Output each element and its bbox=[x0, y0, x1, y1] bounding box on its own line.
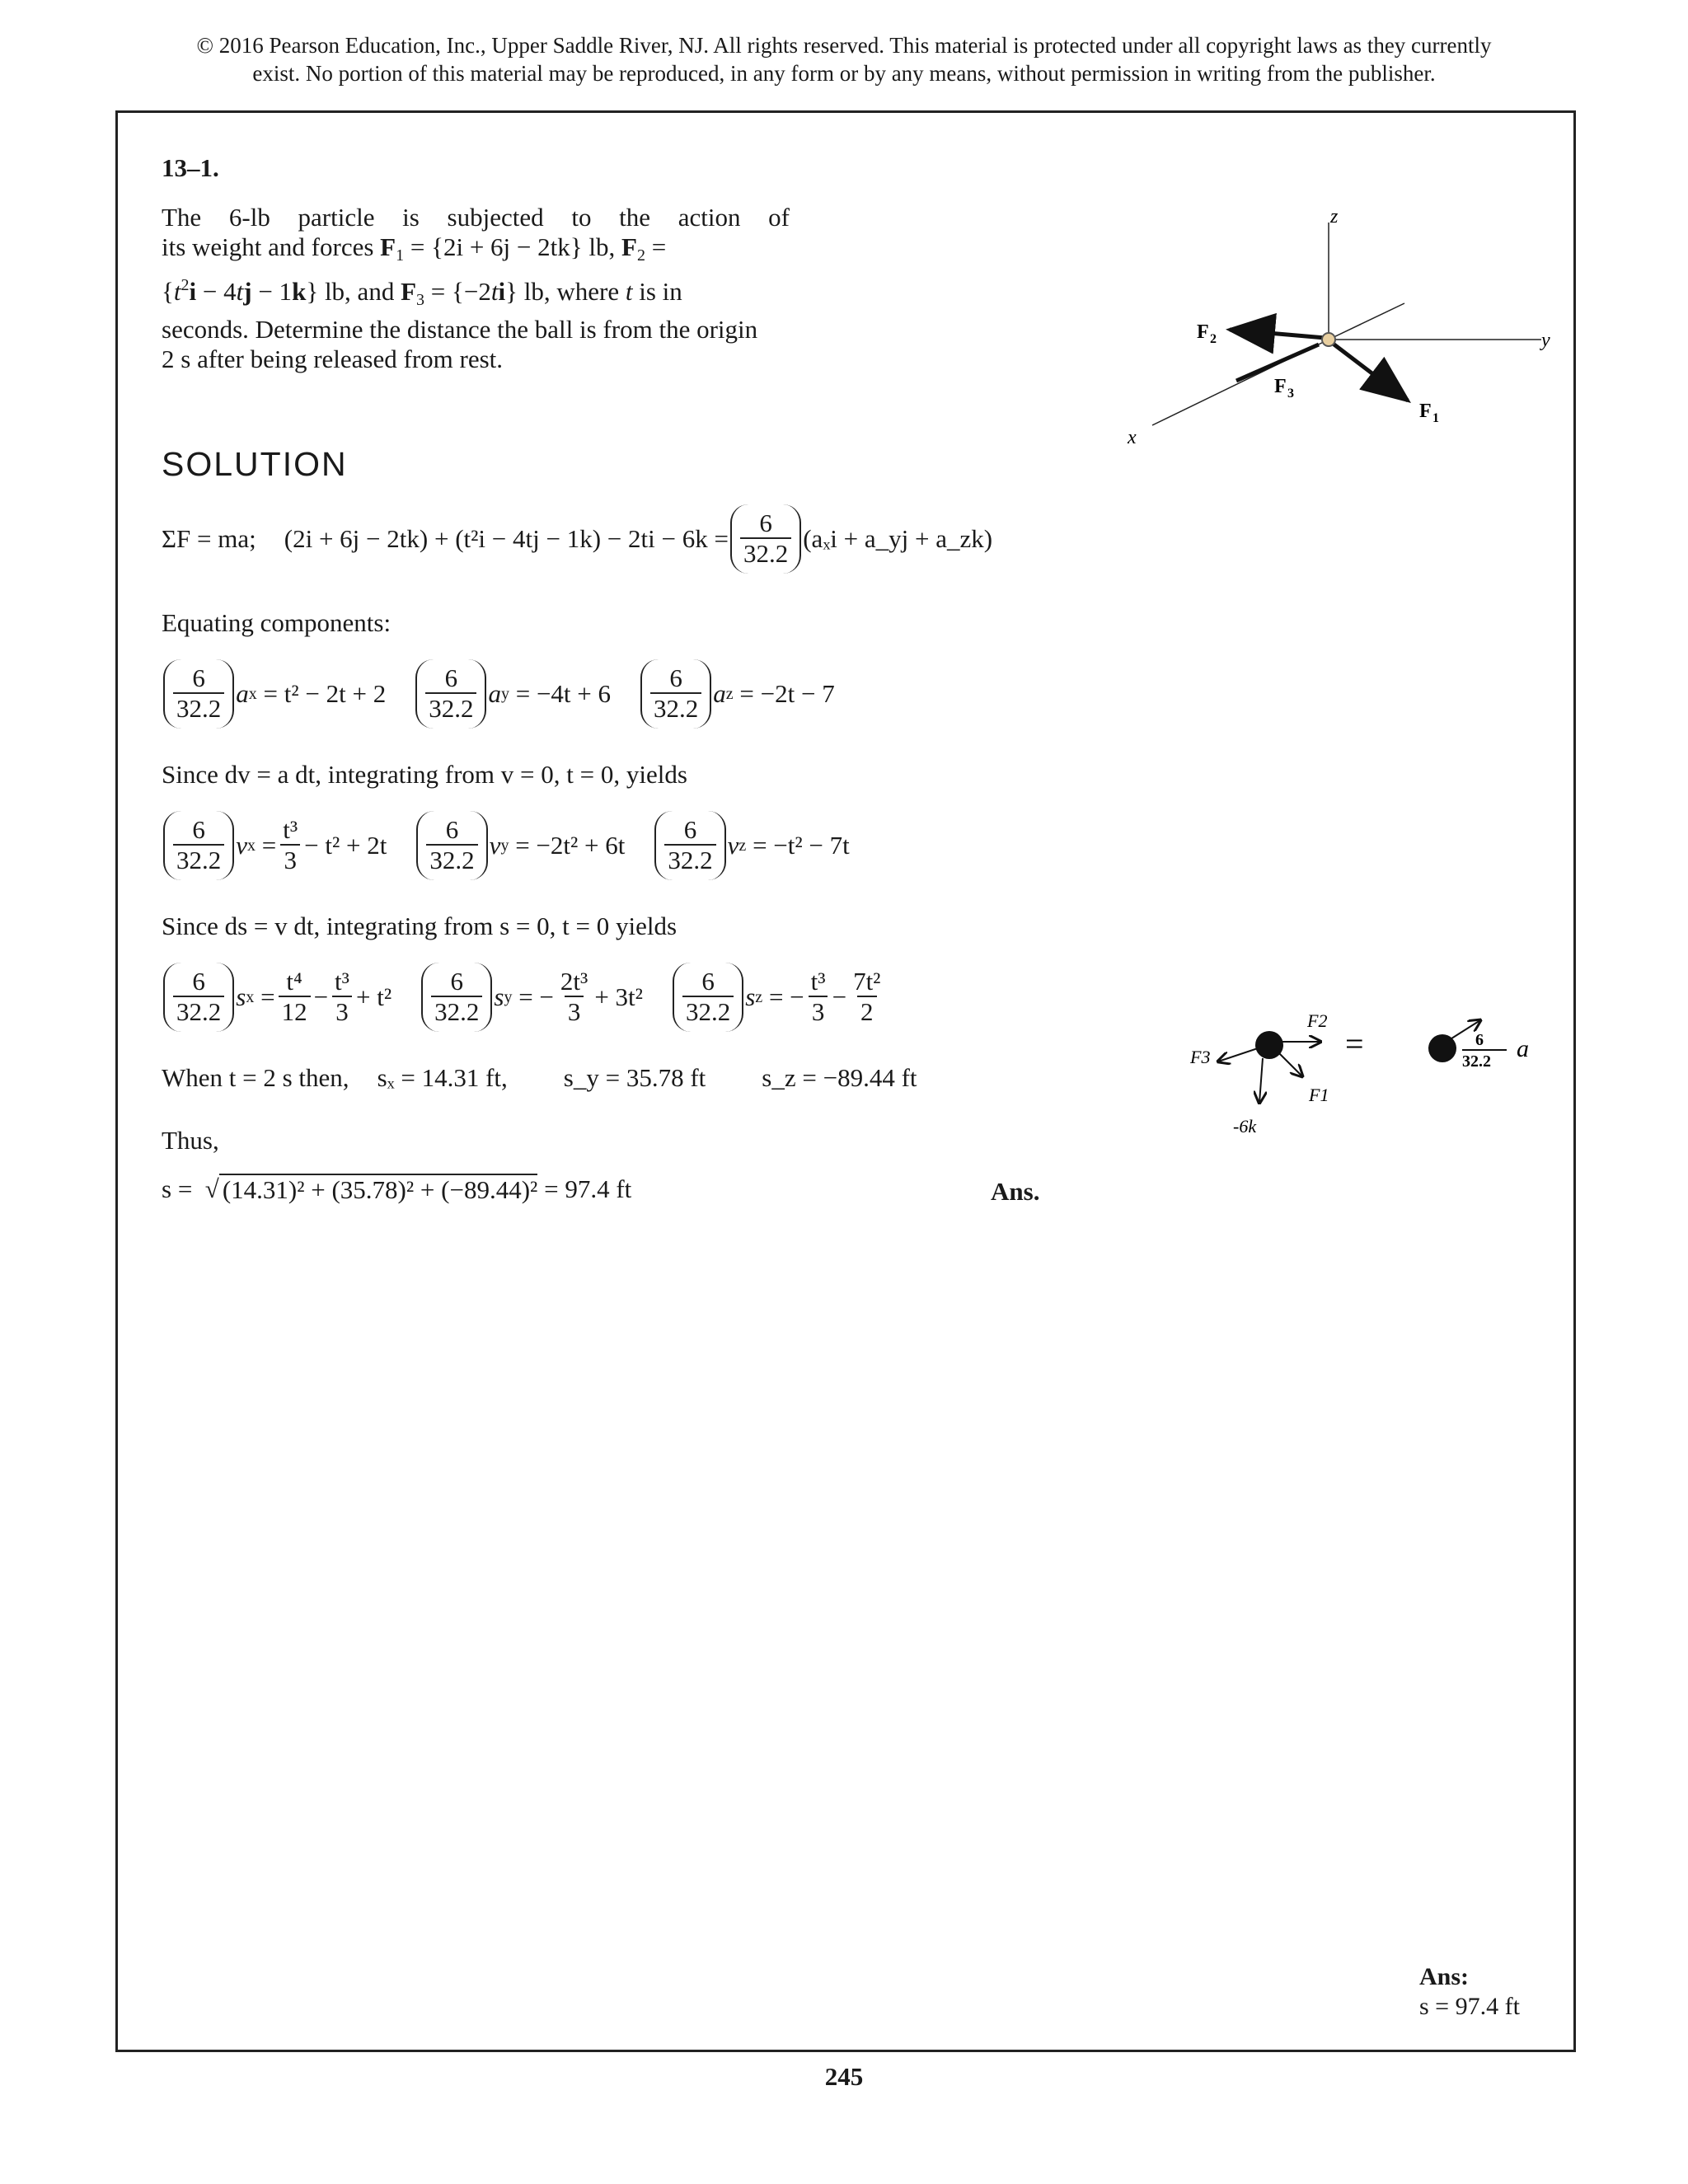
ans-label: Ans. bbox=[991, 1177, 1040, 1206]
answer-box-title: Ans: bbox=[1419, 1963, 1470, 1990]
force-F2-arrow bbox=[1230, 330, 1325, 338]
sketch-particle bbox=[1255, 1031, 1283, 1059]
final-equation: s = √ (14.31)² + (35.78)² + (−89.44)² = 97.4 ft bbox=[162, 1174, 632, 1204]
sketch-weight-arrow bbox=[1259, 1058, 1263, 1103]
x-axis-label: x bbox=[1128, 427, 1137, 448]
sketch-weight-label: -6k bbox=[1233, 1116, 1257, 1137]
sketch-F1-label: F1 bbox=[1309, 1085, 1329, 1105]
problem-line-2: its weight and forces $F_1 = \{2i + 6j - 2tk\}$ lb, $F_2$ = bbox=[162, 232, 667, 265]
problem-line-5: 2 s after being released from rest. bbox=[162, 344, 504, 373]
F1-label: F bbox=[1419, 401, 1432, 422]
problem-statement bbox=[162, 203, 790, 374]
equation-positions: $\frac{6}{32.2}$ s x = $\frac{\text{t⁴}}{12}$ − $\frac{\text{t³}}{3}$ + t² $\frac{6}{32.2}$ s y = − $\frac{\text{2t³}}{3}$ + 3t² $\frac{6}{32.2}$ s z = − $\frac{\text{t³}}{3}$ − $\frac{\text{7t²}}{2}$ bbox=[162, 963, 887, 1032]
problem-number: 13–1. bbox=[162, 153, 219, 182]
sketch-accel-label: a bbox=[1517, 1035, 1529, 1062]
problem-line-1: The 6-lb particle is subjected to the action of bbox=[162, 203, 790, 232]
sketch-F3-label: F3 bbox=[1190, 1047, 1211, 1067]
particle bbox=[1322, 333, 1335, 346]
F1-label-sub: 1 bbox=[1432, 411, 1439, 425]
problem-line-4: seconds. Determine the distance the ball is from the origin bbox=[162, 315, 758, 344]
copyright-line-2: exist. No portion of this material may be reproduced, in any form or by any means, without permission in writing from the publisher. bbox=[252, 61, 1436, 86]
sketch-mass-num: 6 bbox=[1475, 1031, 1484, 1049]
equation-accelerations: $\frac{6}{32.2}$ a x = t² − 2t + 2 $\frac{6}{32.2}$ a y = −4t + 6 $\frac{6}{32.2}$ a z = −2t − 7 bbox=[162, 659, 835, 729]
sketch-mass-den: 32.2 bbox=[1462, 1052, 1491, 1071]
equation-newton: ΣF = ma; (2i + 6j − 2tk) + (t²i − 4tj − 1k) − 2ti − 6k = $\frac{6}{32.2}$ (aₓi + a_yj + a_zk) bbox=[162, 504, 992, 574]
axis-extension bbox=[1329, 303, 1404, 340]
problem-line-3: $\{t^2i - 4tj - 1k\}$ lb, and $F_3 = \{-2ti\}$ lb, where t is in bbox=[162, 276, 682, 309]
F2-label: F bbox=[1197, 321, 1209, 343]
since-dv-text: Since dv = a dt, integrating from v = 0, t = 0, yields bbox=[162, 760, 687, 789]
position-values: When t = 2 s then, sₓ = 14.31 ft, s_y = 35.78 ft s_z = −89.44 ft bbox=[162, 1063, 917, 1092]
sketch-F2-label: F2 bbox=[1307, 1010, 1328, 1031]
sketch-F1-arrow bbox=[1279, 1053, 1302, 1076]
handwritten-fbd-sketch bbox=[1187, 997, 1550, 1154]
F2-label-sub: 2 bbox=[1210, 332, 1217, 346]
force-F1-arrow bbox=[1332, 343, 1408, 401]
mass-fraction: $\frac{6}{32.2}$ bbox=[730, 504, 801, 574]
z-axis-label: z bbox=[1330, 206, 1339, 227]
F3-label: F bbox=[1274, 376, 1287, 397]
force-diagram bbox=[1121, 198, 1582, 453]
y-axis-label: y bbox=[1541, 330, 1550, 351]
F3-label-sub: 3 bbox=[1287, 387, 1294, 401]
thus-text: Thus, bbox=[162, 1126, 219, 1155]
equation-velocities: $\frac{6}{32.2}$ v x = $\frac{\text{t³}}{3}$ − t² + 2t $\frac{6}{32.2}$ v y = −2t² + 6t $\frac{6}{32.2}$ v z = −t² − 7t bbox=[162, 811, 850, 880]
page-number: 245 bbox=[824, 2062, 864, 2091]
sketch-F3-arrow bbox=[1218, 1048, 1258, 1062]
sketch-equals: = bbox=[1345, 1025, 1364, 1062]
equating-text: Equating components: bbox=[162, 608, 392, 637]
answer-box-value: s = 97.4 ft bbox=[1419, 1993, 1520, 2020]
solution-heading: SOLUTION bbox=[162, 445, 348, 483]
since-ds-text: Since ds = v dt, integrating from s = 0, t = 0 yields bbox=[162, 912, 678, 940]
copyright-notice bbox=[99, 31, 1589, 87]
copyright-line-1: © 2016 Pearson Education, Inc., Upper Saddle River, NJ. All rights reserved. This material is protected under all copyright laws as they currently bbox=[196, 33, 1492, 58]
